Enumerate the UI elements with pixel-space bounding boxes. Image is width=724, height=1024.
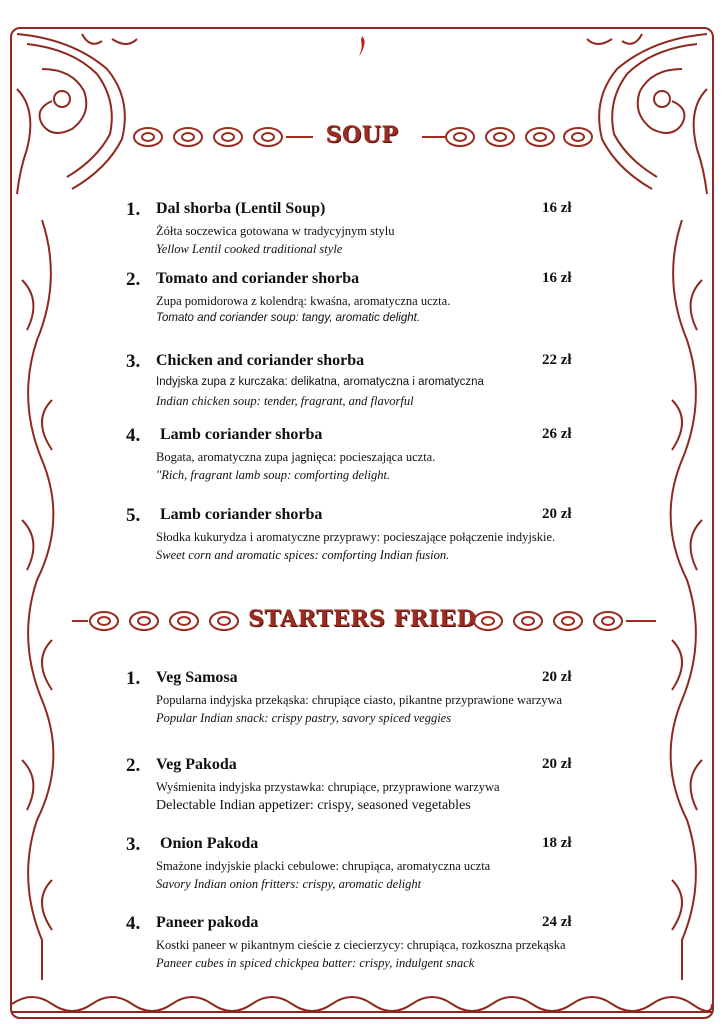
item-description-polish: Wyśmienita indyjska przystawka: chrupiące, przyprawione warzywa bbox=[156, 780, 500, 794]
item-description-english: Tomato and coriander soup: tangy, aromatic delight. bbox=[156, 312, 421, 324]
item-price: 20 zł bbox=[542, 669, 572, 685]
item-number: 4. bbox=[126, 425, 141, 446]
item-description-polish: Kostki paneer w pikantnym cieście z ciecierzycy: chrupiąca, rozkoszna przekąska bbox=[156, 938, 566, 952]
item-number: 1. bbox=[126, 668, 141, 689]
vine-border-right bbox=[652, 220, 712, 980]
paisley-corner-ornament-right bbox=[582, 29, 712, 199]
item-description-english: Yellow Lentil cooked traditional style bbox=[156, 242, 343, 256]
item-name: Chicken and coriander shorba bbox=[156, 352, 365, 369]
item-description-polish: Bogata, aromatyczna zupa jagnięca: pocieszająca uczta. bbox=[156, 450, 436, 464]
item-price: 24 zł bbox=[542, 914, 572, 930]
item-number: 3. bbox=[126, 834, 141, 855]
item-name: Onion Pakoda bbox=[156, 835, 259, 852]
header-ornament-right bbox=[420, 124, 595, 150]
header-ornament-right bbox=[468, 608, 658, 634]
soup-section-title: SOUP bbox=[325, 122, 399, 148]
item-price: 20 zł bbox=[542, 756, 572, 772]
item-description-english: Indian chicken soup: tender, fragrant, and flavorful bbox=[156, 394, 414, 408]
item-price: 26 zł bbox=[542, 426, 572, 442]
item-description-polish: Popularna indyjska przekąska: chrupiące ciasto, pikantne przyprawione warzywa bbox=[156, 693, 563, 707]
item-number: 4. bbox=[126, 913, 141, 934]
bottom-ornament-band bbox=[12, 990, 712, 1018]
starters-section-title: STARTERS FRIED bbox=[247, 606, 477, 632]
item-description-english: Paneer cubes in spiced chickpea batter: crispy, indulgent snack bbox=[156, 956, 475, 970]
item-price: 20 zł bbox=[542, 506, 572, 522]
item-price: 18 zł bbox=[542, 835, 572, 851]
vine-border-left bbox=[12, 220, 72, 980]
item-description-english: "Rich, fragrant lamb soup: comforting delight. bbox=[156, 468, 391, 482]
item-name: Lamb coriander shorba bbox=[156, 506, 323, 523]
item-name: Paneer pakoda bbox=[156, 914, 259, 931]
paisley-corner-ornament-left bbox=[12, 29, 142, 199]
item-description-polish: Słodka kukurydza i aromatyczne przyprawy: pocieszające połączenie indyjskie. bbox=[156, 530, 556, 544]
item-number: 2. bbox=[126, 269, 141, 290]
item-price: 22 zł bbox=[542, 352, 572, 368]
item-description-polish: Indyjska zupa z kurczaka: delikatna, aromatyczna i aromatyczna bbox=[156, 376, 484, 388]
item-number: 1. bbox=[126, 199, 141, 220]
item-description-english: Savory Indian onion fritters: crispy, aromatic delight bbox=[156, 877, 422, 891]
item-name: Tomato and coriander shorba bbox=[156, 270, 360, 287]
item-price: 16 zł bbox=[542, 200, 572, 216]
item-name: Veg Samosa bbox=[156, 669, 238, 686]
item-description-polish: Zupa pomidorowa z kolendrą: kwaśna, aromatyczna uczta. bbox=[156, 294, 451, 308]
chili-icon bbox=[357, 36, 367, 58]
item-number: 3. bbox=[126, 351, 141, 372]
item-description-english: Delectable Indian appetizer: crispy, seasoned vegetables bbox=[156, 798, 471, 813]
item-description-polish: Żółta soczewica gotowana w tradycyjnym stylu bbox=[156, 224, 395, 238]
item-description-english: Sweet corn and aromatic spices: comforting Indian fusion. bbox=[156, 548, 450, 562]
starters-section-header bbox=[0, 602, 724, 642]
item-name: Veg Pakoda bbox=[156, 756, 237, 773]
soup-section-header bbox=[0, 118, 724, 158]
item-name: Dal shorba (Lentil Soup) bbox=[156, 200, 326, 217]
item-description-english: Popular Indian snack: crispy pastry, savory spiced veggies bbox=[156, 711, 452, 725]
item-price: 16 zł bbox=[542, 270, 572, 286]
item-name: Lamb coriander shorba bbox=[156, 426, 323, 443]
item-description-polish: Smażone indyjskie placki cebulowe: chrupiąca, aromatyczna uczta bbox=[156, 859, 491, 873]
item-number: 2. bbox=[126, 755, 141, 776]
item-number: 5. bbox=[126, 505, 141, 526]
